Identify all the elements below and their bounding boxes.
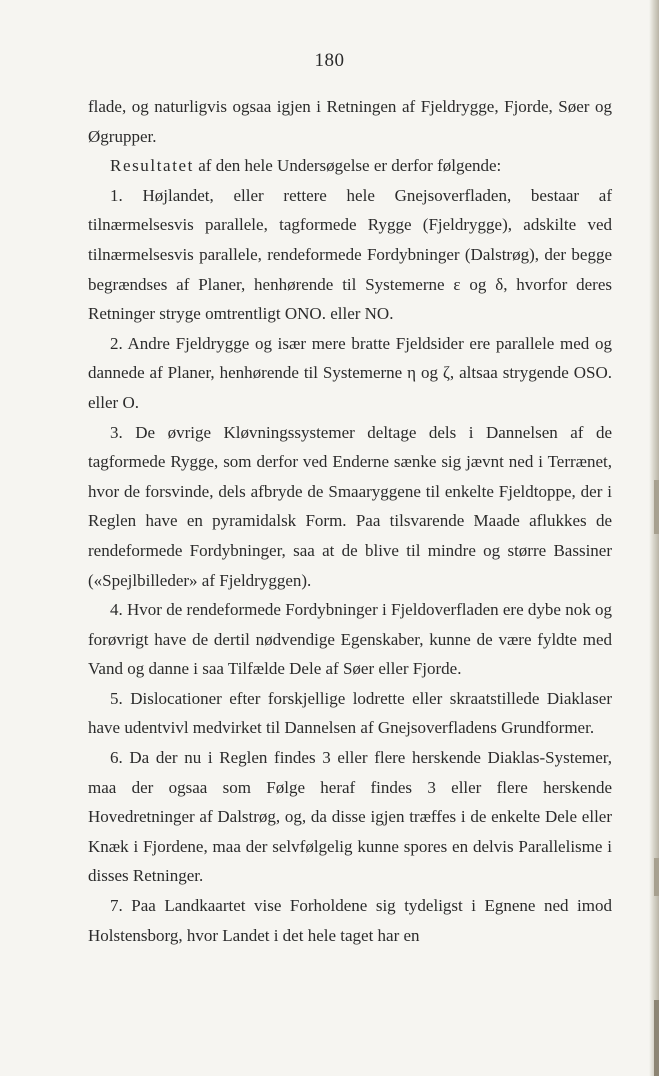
page-edge-shadow bbox=[649, 0, 659, 1076]
page-edge-mark bbox=[654, 858, 659, 896]
paragraph-continuation: flade, og naturligvis ogsaa igjen i Retningen af Fjeldrygge, Fjorde, Søer og Øgrupper. bbox=[88, 97, 612, 146]
page-edge-mark bbox=[654, 1000, 659, 1076]
body-text bbox=[88, 92, 612, 950]
paragraph-point-6: 6. Da der nu i Reglen findes 3 eller flere herskende Diaklas-Systemer, maa der ogsaa som Følge heraf findes 3 eller flere herskende Hovedretninger af Dalstrøg, og, da disse igjen træffes i de enkelte Dele eller Knæk i Fjordene, maa der selvfølgelig kunne spores en delvis Parallelisme i disses Retninger. bbox=[88, 748, 612, 886]
paragraph-point-1: 1. Højlandet, eller rettere hele Gnejsoverfladen, bestaar af tilnærmelsesvis parallele, tagformede Rygge (Fjeldrygge), adskilte ved tilnærmelsesvis parallele, rendeformede Fordybninger (Dalstrøg), der begge begrændses af Planer, henhørende til Systemerne ε og δ, hvorfor deres Retninger stryge omtrentligt ONO. eller NO. bbox=[88, 185, 612, 324]
paragraph-point-4: 4. Hvor de rendeformede Fordybninger i Fjeldoverfladen ere dybe nok og forøvrigt have de dertil nødvendige Egenskaber, kunne de være fyldte med Vand og danne i saa Tilfælde Dele af Søer eller Fjorde. bbox=[88, 600, 612, 679]
paragraph-result-intro bbox=[88, 151, 612, 181]
paragraph-result-intro-text: af den hele Undersøgelse er derfor følgende: bbox=[193, 156, 502, 176]
page-number: 180 bbox=[314, 50, 345, 71]
paragraph-point-7: 7. Paa Landkaartet vise Forholdene sig tydeligst i Egnene ned imod Holstensborg, hvor Landet i det hele taget har en bbox=[88, 896, 612, 945]
paragraph-point-2: 2. Andre Fjeldrygge og især mere bratte Fjeldsider ere parallele med og dannede af Planer, henhørende til Systemerne η og ζ, altsaa strygende OSO. eller O. bbox=[88, 333, 612, 412]
page-edge-mark bbox=[654, 480, 659, 534]
paragraph-point-5: 5. Dislocationer efter forskjellige lodrette eller skraatstillede Diaklaser have udentvivl medvirket til Dannelsen af Gnejsoverfladens Grundformer. bbox=[88, 688, 612, 738]
spaced-heading-word: Resultatet bbox=[110, 156, 194, 176]
paragraph-point-3: 3. De øvrige Kløvningssystemer deltage dels i Dannelsen af de tagformede Rygge, som derfor ved Enderne sænke sig jævnt ned i Terrænet, hvor de forsvinde, dels afbryde de Smaaryggene til enkelte Fjeldtoppe, der i Reglen have en pyramidalsk Form. Paa tilsvarende Maade aflukkes de rendeformede Fordybninger, saa at de blive til mindre og større Bassiner («Spejlbilleder» af Fjeldryggen). bbox=[88, 422, 612, 590]
